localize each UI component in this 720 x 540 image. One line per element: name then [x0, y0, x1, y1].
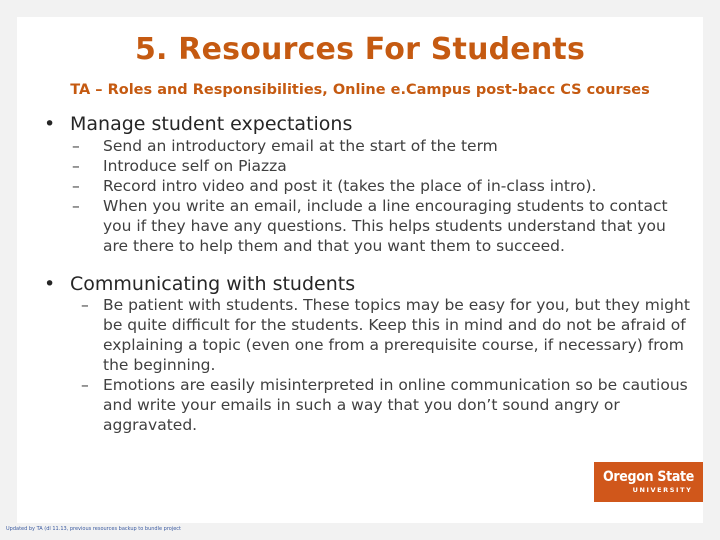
bullet-label: Manage student expectations — [70, 113, 353, 135]
logo-line-2: UNIVERSITY — [632, 486, 693, 494]
logo-line-1: Oregon State — [602, 469, 695, 485]
dash-icon: – — [72, 157, 80, 175]
dash-icon: – — [72, 137, 80, 155]
list-item-text: Introduce self on Piazza — [103, 157, 287, 175]
list-item-text: Record intro video and post it (takes the place of in-class intro). — [103, 177, 597, 195]
list-item — [81, 375, 693, 435]
bullet-dot-icon: • — [44, 113, 56, 135]
list-item-text: When you write an email, include a line encouraging students to contact you if they have any questions. This helps students understand that you are there to help them and that you want them to succeed. — [103, 197, 668, 255]
list-item — [72, 196, 693, 256]
sub-list-communicating — [81, 295, 693, 435]
dash-icon: – — [81, 296, 89, 314]
dash-icon: – — [81, 376, 89, 394]
footer-note: Updated by TA (dl 11.13, previous resources backup to bundle project — [6, 526, 182, 532]
slide-subtitle: TA – Roles and Responsibilities, Online e.Campus post-bacc CS courses — [70, 82, 650, 98]
dash-icon: – — [72, 197, 80, 215]
bullet-dot-icon: • — [44, 273, 56, 295]
dash-icon: – — [72, 177, 80, 195]
bullet-communicating — [44, 273, 355, 295]
sub-list-expectations — [72, 136, 693, 256]
list-item-text: Emotions are easily misinterpreted in online communication so be cautious and write your emails in such a way that you don’t sound angry or aggravated. — [103, 376, 688, 434]
list-item — [81, 295, 693, 375]
list-item — [72, 156, 693, 176]
list-item — [72, 176, 693, 196]
slide-title: 5. Resources For Students — [134, 32, 586, 67]
bullet-manage-expectations — [44, 113, 352, 135]
list-item-text: Be patient with students. These topics may be easy for you, but they might be quite difficult for the students. Keep this in mind and do not be afraid of explaining a topic (even one from a prerequisite course, if necessary) from the beginning. — [103, 296, 690, 374]
oregon-state-logo — [594, 462, 703, 502]
list-item — [72, 136, 693, 156]
bullet-label: Communicating with students — [70, 273, 356, 295]
list-item-text: Send an introductory email at the start of the term — [103, 137, 498, 155]
